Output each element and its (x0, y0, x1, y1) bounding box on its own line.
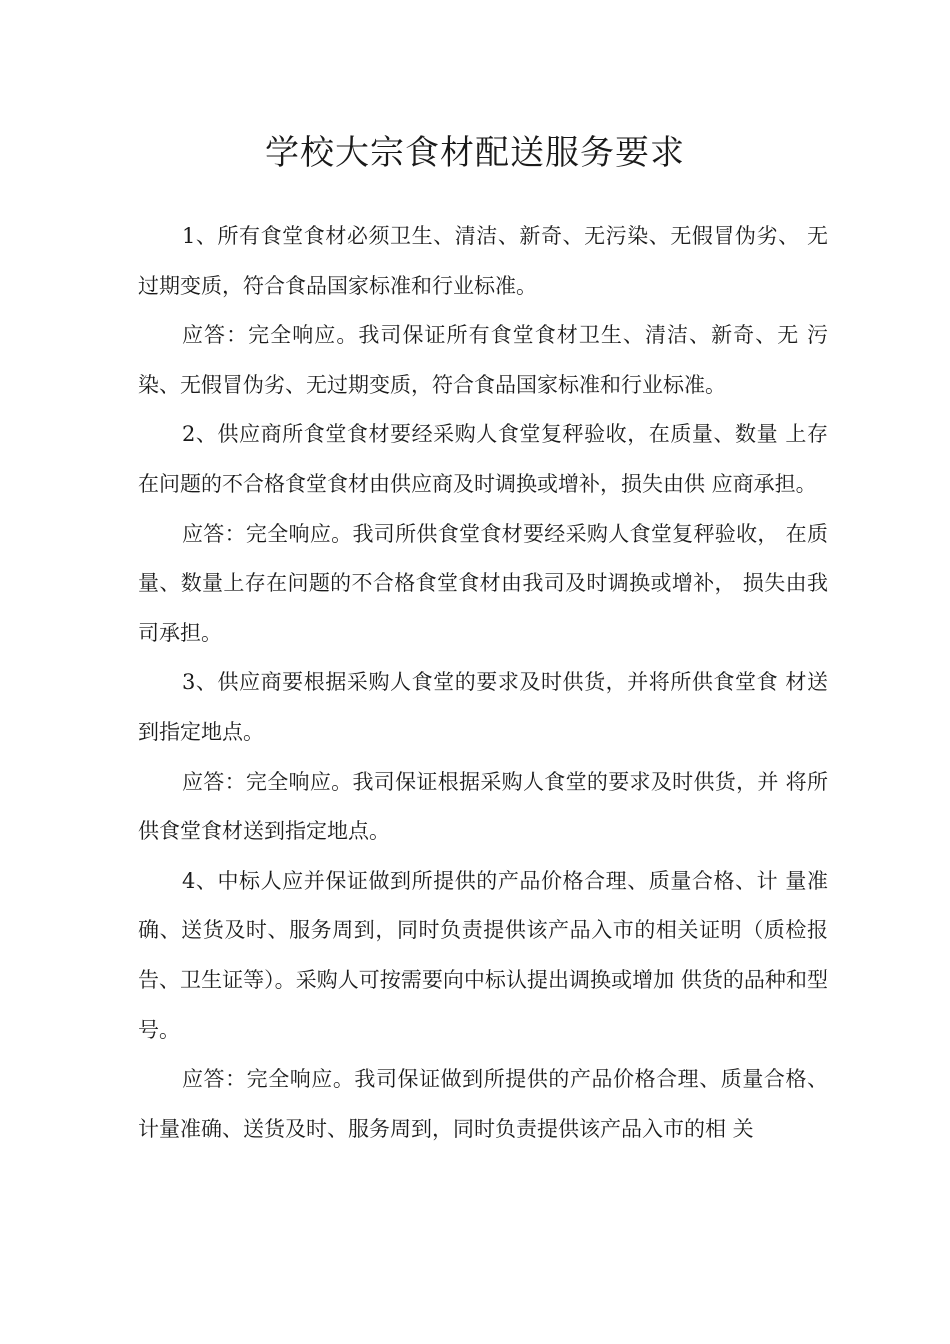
document-body (138, 212, 828, 1154)
requirement-3: 3、供应商要根据采购人食堂的要求及时供货，并将所供食堂食 材送到指定地点。 (138, 670, 828, 744)
response-2: 应答：完全响应。我司所供食堂食材要经采购人食堂复秤验收， 在质量、数量上存在问题的不合格食堂食材由我司及时调换或增补， 损失由我司承担。 (138, 521, 828, 645)
requirement-2: 2、供应商所食堂食材要经采购人食堂复秤验收，在质量、数量 上存在问题的不合格食堂食材由供应商及时调换或增补，损失由供 应商承担。 (138, 422, 828, 496)
response-4: 应答：完全响应。我司保证做到所提供的产品价格合理、质量合格、计量准确、送货及时、服务周到，同时负责提供该产品入市的相 关 (138, 1067, 828, 1141)
requirement-4: 4、中标人应并保证做到所提供的产品价格合理、质量合格、计 量准确、送货及时、服务周到，同时负责提供该产品入市的相关证明（质检报告、卫生证等）。采购人可按需要向中标认提出调换或增加 供货的品种和型号。 (138, 868, 828, 1042)
requirement-1: 1、所有食堂食材必须卫生、清洁、新奇、无污染、无假冒伪劣、 无过期变质，符合食品国家标准和行业标准。 (138, 224, 828, 298)
response-1: 应答：完全响应。我司保证所有食堂食材卫生、清洁、新奇、无 污染、无假冒伪劣、无过期变质，符合食品国家标准和行业标准。 (138, 323, 828, 397)
document-title: 学校大宗食材配送服务要求 (265, 133, 685, 173)
response-3: 应答：完全响应。我司保证根据采购人食堂的要求及时供货，并 将所供食堂食材送到指定地点。 (138, 769, 828, 844)
